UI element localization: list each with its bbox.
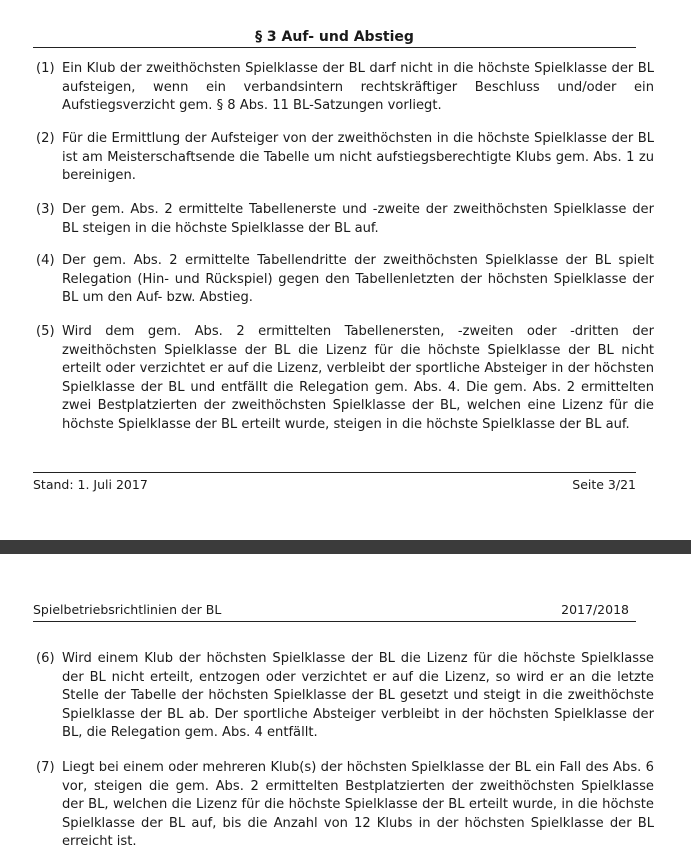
paragraph-1 — [36, 60, 654, 116]
paragraph-text: Ein Klub der zweithöchsten Spielklasse der BL darf nicht in die höchste Spielklasse der BL aufsteigen, wenn ein verbandsintern rechtskräftiger Beschluss und/oder ein Aufstiegsverzicht gem. § 8 Abs. 11 BL-Satzungen vorliegt. — [62, 61, 654, 114]
header-document-title: Spielbetriebsrichtlinien der BL — [33, 602, 222, 617]
paragraph-number: (2) — [36, 131, 55, 146]
header-rule — [33, 621, 636, 622]
paragraph-text: Wird dem gem. Abs. 2 ermittelten Tabellenersten, -zweiten oder -dritten der zweithöchsten Spielklasse der BL die Lizenz für die höchste Spielklasse der BL nicht erteilt oder verzichtet er auf die Lizenz, verbleibt der sportliche Absteiger in der höchsten Spielklasse der BL und entfällt die Relegation gem. Abs. 4. Die gem. Abs. 2 ermittelten zwei Bestplatzierten der zweithöchsten Spielklasse der BL, welchen eine Lizenz für die höchste Spielklasse der BL erteilt wurde, steigen in die höchste Spielklasse der BL auf. — [62, 324, 654, 432]
paragraph-text: Der gem. Abs. 2 ermittelte Tabellenerste und -zweite der zweithöchsten Spielklasse der BL steigen in die höchste Spielklasse der BL auf. — [62, 202, 654, 236]
paragraph-number: (5) — [36, 324, 55, 339]
paragraph-5 — [36, 323, 654, 435]
paragraph-number: (1) — [36, 61, 55, 76]
paragraph-4 — [36, 252, 654, 308]
paragraph-2 — [36, 130, 654, 186]
paragraph-number: (6) — [36, 651, 55, 666]
section-title: § 3 Auf- und Abstieg — [255, 29, 414, 45]
paragraph-3 — [36, 201, 654, 238]
footer-rule — [33, 472, 636, 473]
paragraph-number: (7) — [36, 760, 55, 775]
footer-date: Stand: 1. Juli 2017 — [33, 477, 148, 492]
title-underline — [33, 47, 636, 48]
paragraph-7 — [36, 759, 654, 852]
paragraph-number: (3) — [36, 202, 55, 217]
footer-page-number: Seite 3/21 — [572, 477, 636, 492]
paragraph-text: Wird einem Klub der höchsten Spielklasse der BL die Lizenz für die höchste Spielklasse der BL nicht erteilt, entzogen oder verzichtet er auf die Lizenz, so wird er an die letzte Stelle der Tabelle der höchsten Spielklasse der BL gesetzt und steigt in die zweithöchste Spielklasse der BL ab. Der sportliche Absteiger verbleibt in der höchsten Spielklasse der BL, die Relegation gem. Abs. 4 entfällt. — [62, 651, 654, 741]
paragraph-text: Der gem. Abs. 2 ermittelte Tabellendritte der zweithöchsten Spielklasse der BL spielt Relegation (Hin- und Rückspiel) gegen den Tabellenletzten der höchsten Spielklasse der BL um den Auf- bzw. Abstieg. — [62, 253, 654, 306]
paragraph-6 — [36, 650, 654, 743]
paragraph-number: (4) — [36, 253, 55, 268]
paragraph-text: Für die Ermittlung der Aufsteiger von der zweithöchsten in die höchste Spielklasse der BL ist am Meisterschaftsende die Tabelle um nicht aufstiegsberechtigte Klubs gem. Abs. 1 zu bereinigen. — [62, 131, 654, 184]
header-season: 2017/2018 — [561, 602, 629, 617]
paragraph-text: Liegt bei einem oder mehreren Klub(s) der höchsten Spielklasse der BL ein Fall des Abs. 6 vor, steigen die gem. Abs. 2 ermittelten Bestplatzierten der zweithöchsten Spielklasse der BL, welchen die Lizenz für die höchste Spielklasse der BL erteilt wurde, in die höchste Spielklasse der BL auf, bis die Anzahl von 12 Klubs in der höchsten Spielklasse der BL erreicht ist. — [62, 760, 654, 850]
page-separator — [0, 540, 691, 554]
